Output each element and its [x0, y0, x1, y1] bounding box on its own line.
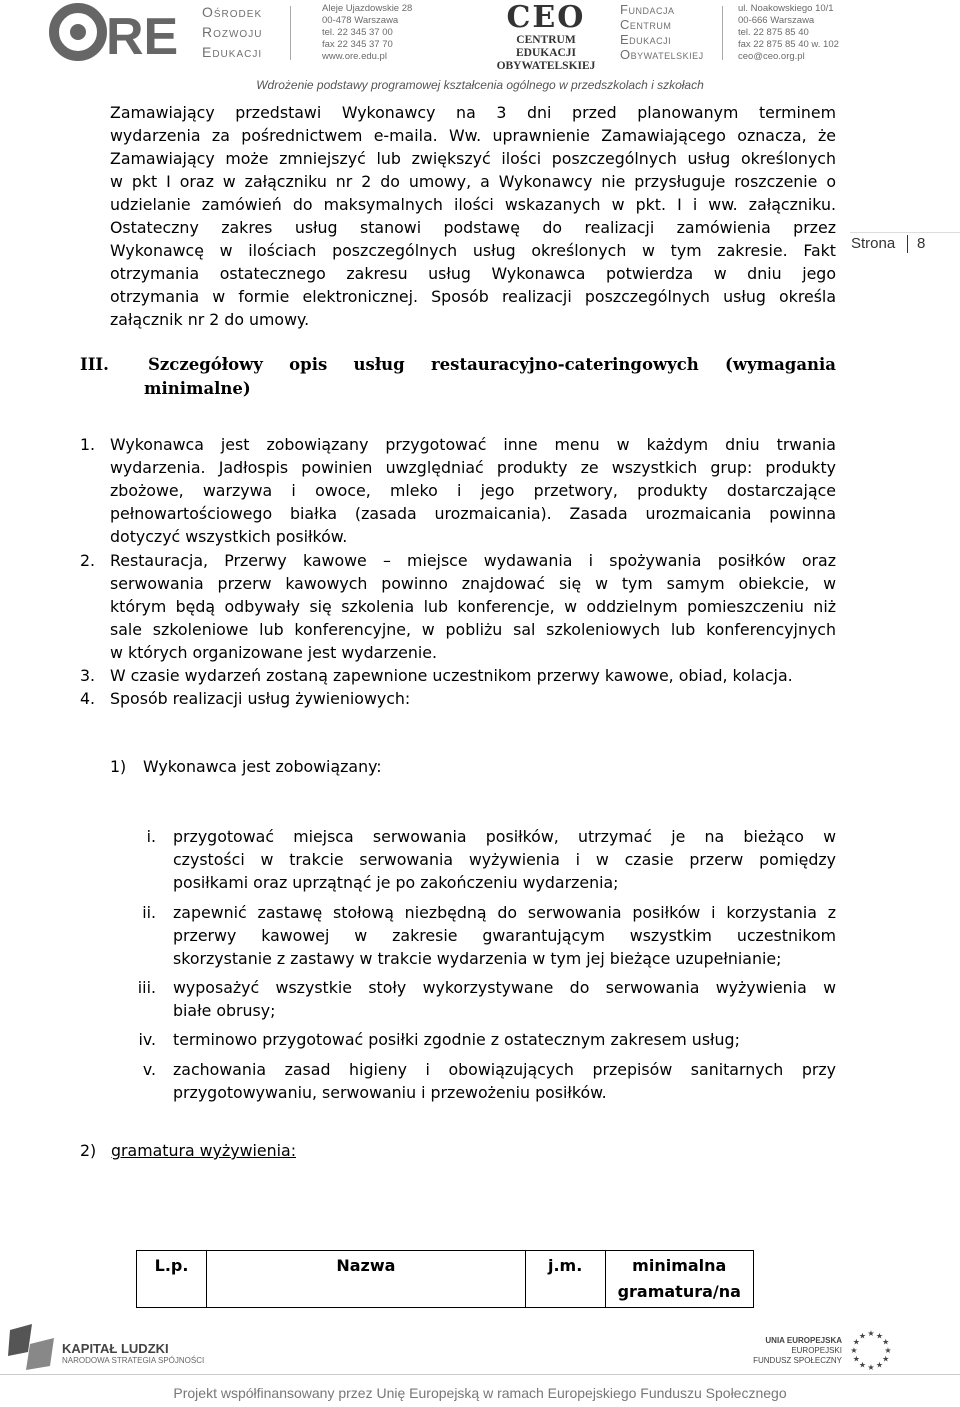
- roman-line: zachowania zasad higieny i obowiązujących przepisów sanitarnych przy: [173, 1060, 836, 1079]
- eu-star: ★: [882, 1337, 890, 1347]
- point-line: serwowania przerw kawowych powinno znajdować się w tym samym obiekcie, w: [110, 574, 836, 593]
- col-lp: L.p.: [137, 1251, 207, 1308]
- intro-line: wydarzenia za pośrednictwem e-maila. Ww. uprawnienie Zamawiającego oznacza, że: [110, 126, 836, 145]
- eu-stars-icon: [848, 1326, 894, 1372]
- point-line: Sposób realizacji usług żywieniowych:: [110, 689, 411, 708]
- col-jm: j.m.: [525, 1251, 605, 1308]
- intro-line: udzielanie zamówień do maksymalnych ilości wskazanych w pkt. I i ww. załączniku.: [110, 195, 836, 214]
- point-line: sale szkoleniowe lub konferencyjne, w pobliżu sal szkoleniowych lub konferencyjnych: [110, 620, 836, 639]
- roman-line: zapewnić zastawę stołową niezbędną do serwowania posiłków i korzystania z: [173, 903, 836, 922]
- eu-star: ★: [884, 1346, 892, 1355]
- roman-line: przygotować miejsca serwowania posiłków, utrzymać je na bieżąco w: [173, 827, 836, 846]
- kapital-ludzki-icon: [6, 1322, 60, 1372]
- roman-number: i.: [146, 827, 156, 846]
- point-number: 4.: [80, 689, 96, 708]
- kl-title: KAPITAŁ LUDZKI: [62, 1341, 169, 1356]
- page-header: [0, 0, 960, 100]
- eu-star: ★: [852, 1337, 860, 1347]
- ore-name: Ośrodek Rozwoju Edukacji: [202, 4, 263, 60]
- eu-star: ★: [858, 1331, 867, 1341]
- svg-text:RE: RE: [106, 8, 179, 62]
- point-line: w których organizowane jest wydarzenie.: [110, 643, 437, 662]
- eu-star: ★: [867, 1329, 875, 1338]
- point-line: zbożowe, warzywa i owoce, mleko i jego przetwory, produkty dostarczające: [110, 481, 836, 500]
- point-number: 2.: [80, 551, 96, 570]
- intro-line: załącznik nr 2 do umowy.: [110, 310, 310, 329]
- eu-star: ★: [858, 1360, 867, 1370]
- page-number-separator: [907, 235, 908, 253]
- roman-line: czystości w trakcie serwowania wyżywienia i w czasie przerw pomiędzy: [173, 850, 836, 869]
- col-gramatura: minimalna gramatura/na: [605, 1251, 753, 1308]
- intro-line: Ostateczny zakres usług stanowi podstawę do realizacji zamówienia przez: [110, 218, 836, 237]
- point-line: dotyczyć wszystkich posiłków.: [110, 527, 348, 546]
- roman-line: wyposażyć wszystkie stoły wykorzystywane do serwowania wyżywienia w: [173, 978, 836, 997]
- intro-line: Wykonawcę w ilościach poszczególnych usług określonych w tym zakresie. Fakt: [110, 241, 836, 260]
- eu-star: ★: [882, 1354, 890, 1364]
- roman-number: iii.: [137, 978, 156, 997]
- roman-line: przerwy kawowej w zakresie gwarantującym wszystkim uczestnikom: [173, 926, 836, 945]
- point-line: wydarzenia. Jadłospis powinien uwzględniać produkty ze wszystkich grup: produkty: [110, 458, 836, 477]
- ore-logo-icon: [48, 2, 188, 62]
- ore-address: Aleje Ujazdowskie 28 00-478 Warszawa tel. 22 345 37 00 fax 22 345 37 70 www.ore.edu.pl: [322, 3, 413, 62]
- point-line: pełnowartościowego białka (zasada urozmaicania). Zasada urozmaicania powinna: [110, 504, 836, 523]
- sub-number: 1): [110, 757, 127, 776]
- ore-logo: [48, 2, 188, 62]
- section-title-cont: minimalne): [144, 379, 251, 398]
- col-nazwa: Nazwa: [207, 1251, 526, 1308]
- point-line: którym będą odbywały się szkolenia lub konferencje, w oddzielnym pomieszczeniu niż: [110, 597, 836, 616]
- roman-line: przygotowywaniu, serwowaniu i przewożeniu posiłków.: [173, 1083, 607, 1102]
- header-divider: [722, 6, 723, 60]
- roman-number: ii.: [142, 903, 156, 922]
- intro-line: Zamawiający może zmniejszyć lub zwiększyć ilości poszczególnych usług określonych: [110, 149, 836, 168]
- intro-line: otrzymania w formie elektronicznej. Sposób realizacji poszczególnych usług określa: [110, 287, 836, 306]
- ue-text: UNIA EUROPEJSKA EUROPEJSKI FUNDUSZ SPOŁECZNY: [753, 1336, 842, 1365]
- sub-text: gramatura wyżywienia:: [111, 1141, 297, 1160]
- fundacja-address: ul. Noakowskiego 10/1 00-666 Warszawa tel. 22 875 85 40 fax 22 875 85 40 w. 102 ceo@ceo.org.pl: [738, 3, 839, 62]
- point-line: W czasie wydarzeń zostaną zapewnione uczestnikom przerwy kawowe, obiad, kolacja.: [110, 666, 793, 685]
- sub-number: 2): [80, 1141, 97, 1160]
- footer-divider: [0, 1374, 960, 1375]
- fundacja-name: Fundacja Centrum Edukacji Obywatelskiej: [620, 2, 704, 62]
- roman-number: iv.: [138, 1030, 156, 1049]
- eu-star: ★: [875, 1331, 884, 1341]
- page-label: Strona: [851, 235, 896, 252]
- eu-star: ★: [852, 1354, 860, 1364]
- gramatura-table: [136, 1250, 754, 1308]
- roman-number: v.: [142, 1060, 156, 1079]
- page-number-value: 8: [917, 235, 926, 252]
- point-number: 1.: [80, 435, 96, 454]
- kl-subtitle: NARODOWA STRATEGIA SPÓJNOŚCI: [62, 1356, 205, 1365]
- roman-line: posiłkami oraz uprzątnąć je po zakończeniu wydarzenia;: [173, 873, 619, 892]
- header-tagline: Wdrożenie podstawy programowej kształcenia ogólnego w przedszkolach i szkołach: [256, 78, 704, 92]
- roman-line: terminowo przygotować posiłki zgodnie z ostatecznym zakresem usług;: [173, 1030, 740, 1049]
- page-number: [850, 232, 960, 255]
- eu-star: ★: [875, 1360, 884, 1370]
- section-number: III.: [80, 355, 109, 374]
- eu-star: ★: [850, 1346, 858, 1355]
- project-note: Projekt współfinansowany przez Unię Europejską w ramach Europejskiego Funduszu Społecznego: [173, 1385, 787, 1401]
- roman-line: białe obrusy;: [173, 1001, 276, 1020]
- roman-line: skorzystanie z zastawy w trakcie wydarzenia w tym jej bieżące uzupełnianie;: [173, 949, 782, 968]
- section-title: Szczegółowy opis usług restauracyjno-cateringowych (wymagania: [148, 355, 836, 374]
- eu-star: ★: [867, 1363, 875, 1372]
- table-header-row: [137, 1251, 754, 1308]
- point-number: 3.: [80, 666, 96, 685]
- point-line: Restauracja, Przerwy kawowe – miejsce wydawania i spożywania posiłków oraz: [110, 551, 836, 570]
- point-line: Wykonawca jest zobowiązany przygotować inne menu w każdym dniu trwania: [110, 435, 836, 454]
- intro-line: w pkt I oraz w załączniku nr 2 do umowy, a Wykonawcy nie przysługuje roszczenie o: [110, 172, 836, 191]
- sub-text: Wykonawca jest zobowiązany:: [143, 757, 382, 776]
- header-divider: [290, 6, 291, 60]
- ceo-emblem: CEO: [506, 0, 586, 35]
- intro-line: otrzymania ostatecznego zakresu usług Wykonawca potwierdza w dniu jego: [110, 264, 836, 283]
- ceo-logo: CEO CENTRUM EDUKACJI OBYWATELSKIEJ: [486, 2, 606, 62]
- intro-line: Zamawiający przedstawi Wykonawcy na 3 dni przed planowanym terminem: [110, 103, 836, 122]
